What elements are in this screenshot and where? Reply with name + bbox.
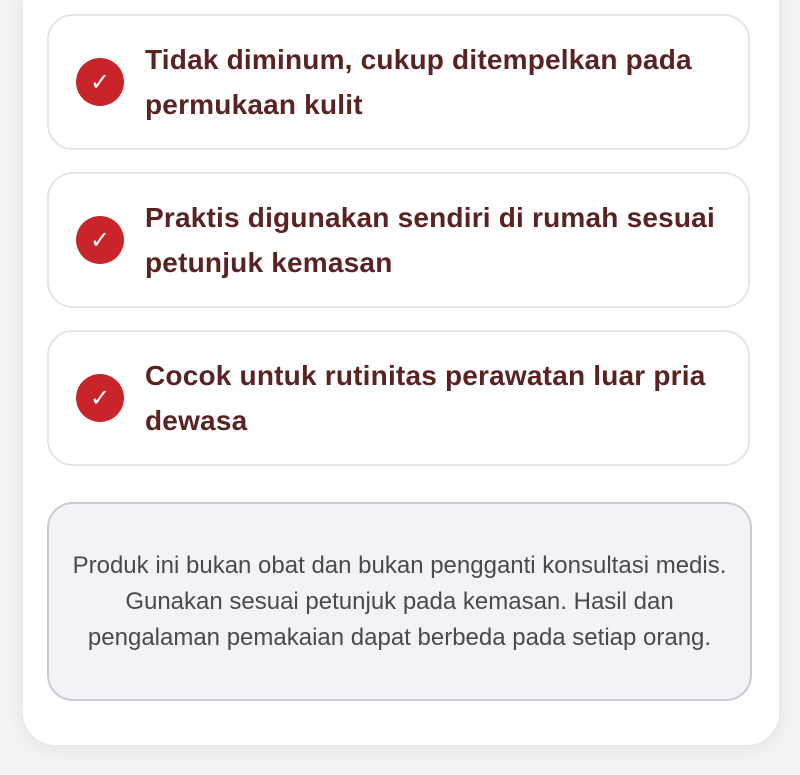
- check-icon: ✓: [76, 216, 124, 264]
- feature-item: [47, 172, 750, 308]
- feature-item: [47, 14, 750, 150]
- feature-text: Tidak diminum, cukup ditempelkan pada permukaan kulit: [145, 44, 692, 120]
- disclaimer-box: [47, 502, 752, 701]
- disclaimer-text: Produk ini bukan obat dan bukan pengganti konsultasi medis. Gunakan sesuai petunjuk pada kemasan. Hasil dan pengalaman pemakaian dapat berbeda pada setiap orang.: [72, 551, 727, 651]
- feature-text: Praktis digunakan sendiri di rumah sesuai petunjuk kemasan: [145, 202, 715, 278]
- check-icon: ✓: [76, 374, 124, 422]
- check-icon: ✓: [76, 58, 124, 106]
- feature-item: [47, 330, 750, 466]
- feature-text: Cocok untuk rutinitas perawatan luar pria dewasa: [145, 360, 706, 436]
